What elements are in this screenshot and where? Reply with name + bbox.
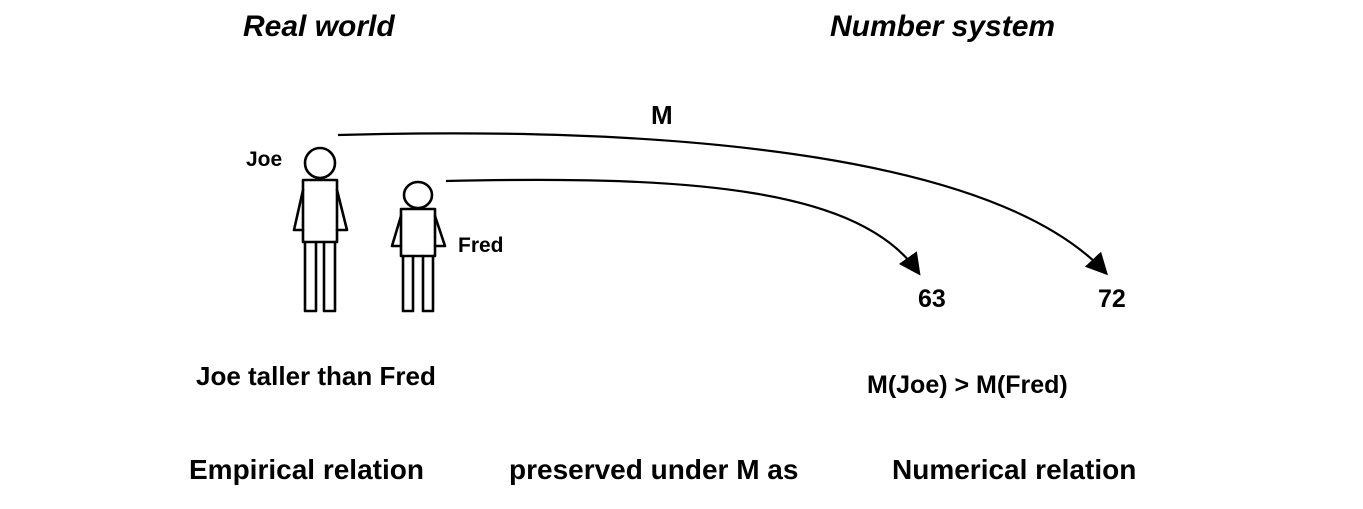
joe-label: Joe: [246, 148, 283, 171]
joe-right-arm: [337, 190, 347, 230]
joe-figure: [294, 148, 347, 311]
joe-right-leg: [324, 242, 335, 311]
fred-right-leg: [423, 256, 433, 311]
footer-numerical-relation: Numerical relation: [892, 454, 1137, 485]
fred-right-arm: [435, 216, 445, 246]
joe-body: [303, 180, 337, 242]
mapping-label-m: M: [651, 100, 673, 130]
footer-preserved-under-m: preserved under M as: [509, 454, 799, 485]
fred-label: Fred: [458, 234, 504, 257]
empirical-relation-text: Joe taller than Fred: [196, 361, 436, 391]
fred-left-leg: [403, 256, 413, 311]
joe-value: 72: [1098, 285, 1126, 313]
fred-left-arm: [392, 216, 401, 246]
numerical-relation-text: M(Joe) > M(Fred): [867, 371, 1068, 399]
joe-left-arm: [294, 190, 303, 230]
number-system-heading: Number system: [830, 10, 1056, 43]
fred-value: 63: [918, 285, 946, 313]
fred-head: [404, 182, 432, 208]
fred-mapping-arrow: [446, 180, 918, 272]
fred-body: [401, 209, 435, 256]
fred-figure: [392, 182, 445, 311]
joe-left-leg: [305, 242, 316, 311]
real-world-heading: Real world: [243, 10, 395, 43]
joe-mapping-arrow: [338, 133, 1105, 272]
footer-empirical-relation: Empirical relation: [189, 454, 424, 485]
joe-head: [305, 148, 335, 178]
